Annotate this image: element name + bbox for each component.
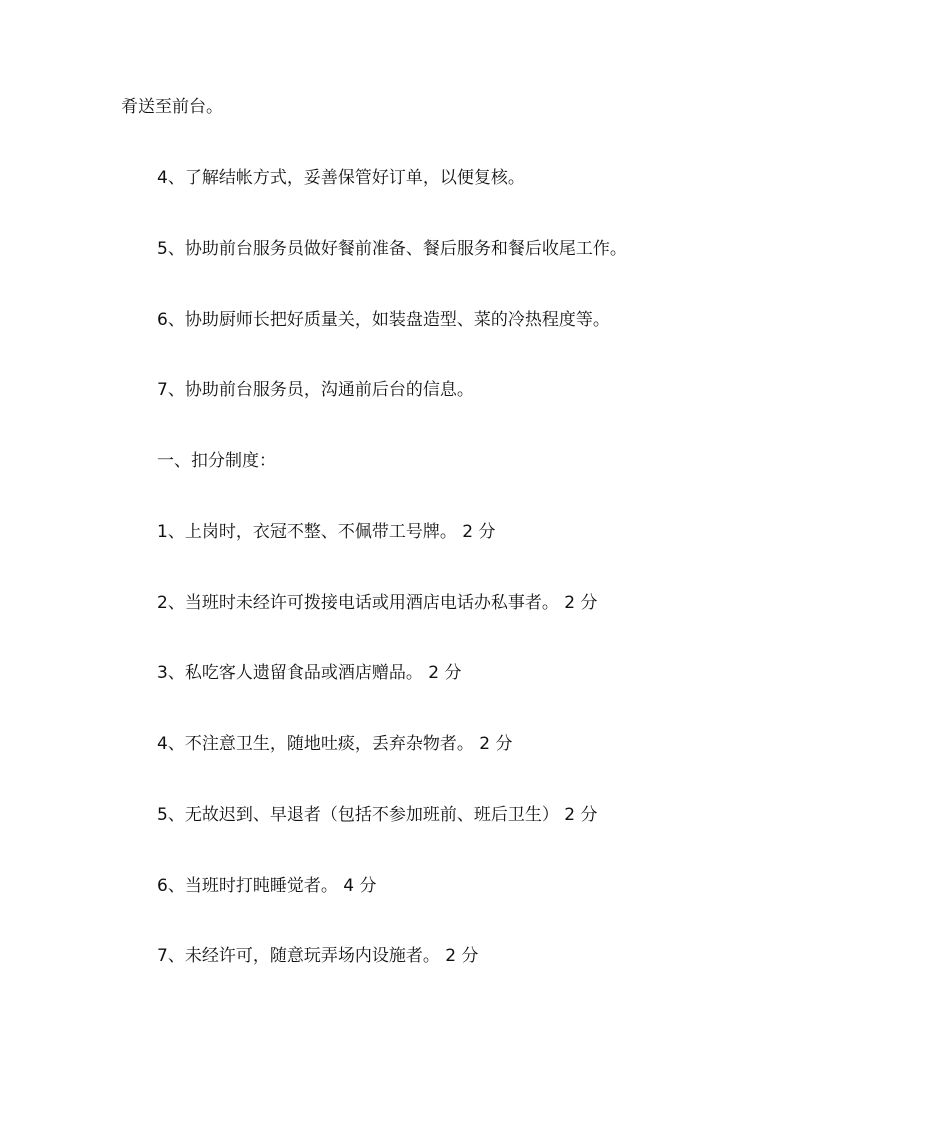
text-line-duty-5: 5、协助前台服务员做好餐前准备、餐后服务和餐后收尾工作。 [157,239,627,259]
text-line-rule-6: 6、当班时打盹睡觉者。 4 分 [157,876,377,896]
text-line-duty-4: 4、了解结帐方式，妥善保管好订单，以便复核。 [157,168,525,188]
text-line-rule-7: 7、未经许可，随意玩弄场内设施者。 2 分 [157,946,479,966]
text-line-rule-2: 2、当班时未经许可拨接电话或用酒店电话办私事者。 2 分 [157,593,598,613]
text-line-duty-7: 7、协助前台服务员，沟通前后台的信息。 [157,380,474,400]
text-line-rule-3: 3、私吃客人遗留食品或酒店赠品。 2 分 [157,663,462,683]
text-line-rule-4: 4、不注意卫生，随地吐痰，丢弃杂物者。 2 分 [157,734,513,754]
text-line-duty-6: 6、协助厨师长把好质量关，如装盘造型、菜的冷热程度等。 [157,310,610,330]
text-line-rule-5: 5、无故迟到、早退者（包括不参加班前、班后卫生） 2 分 [157,805,598,825]
section-heading-deduction-rules: 一、扣分制度： [157,451,276,471]
text-line-continuation: 肴送至前台。 [121,97,223,117]
text-line-rule-1: 1、上岗时，衣冠不整、不佩带工号牌。 2 分 [157,522,496,542]
